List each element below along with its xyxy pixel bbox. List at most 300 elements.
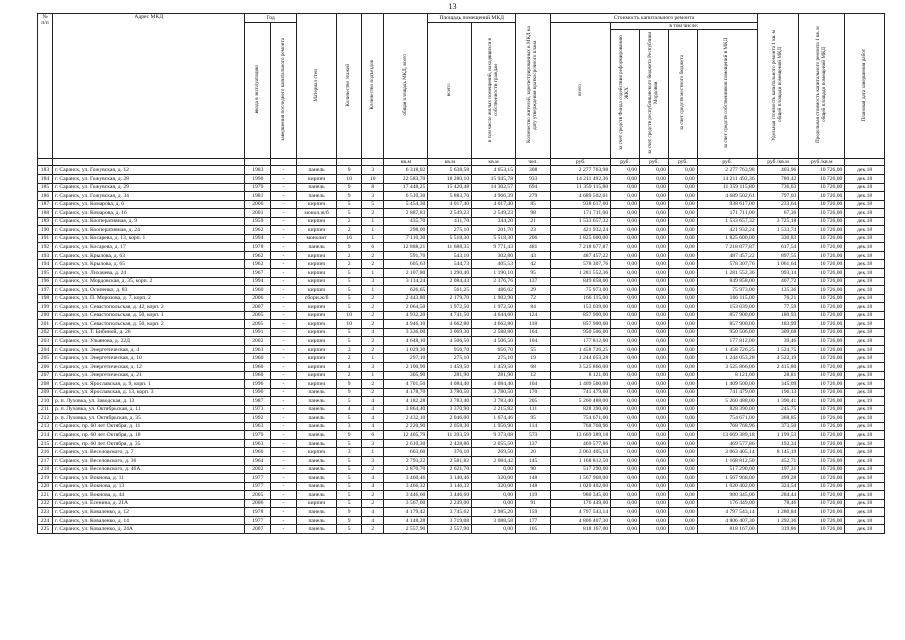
premises-citizens-area-cell: 275,10: [472, 354, 516, 363]
deadline-cell: дек.18: [845, 422, 885, 431]
cost-federal-cell: 0,00: [611, 345, 640, 354]
table-row: [38, 243, 885, 252]
cost-local-cell: 0,00: [668, 260, 697, 269]
deadline-cell: дек.18: [845, 516, 885, 525]
year-repair-cell: -: [271, 508, 297, 517]
entrances-cell: 2: [362, 465, 384, 474]
cost-owners-cell: 741 479,00: [697, 388, 757, 397]
floors-cell: 10: [337, 311, 362, 320]
residents-cell: 90: [516, 465, 551, 474]
year-repair-cell: -: [271, 380, 297, 389]
floors-cell: 5: [337, 414, 362, 423]
residents-cell: 573: [516, 431, 551, 440]
address-cell: г. Саранск, ул. Крылова, д. 65: [52, 260, 244, 269]
wall-material-cell: кирпич: [296, 354, 337, 363]
row-number-cell: 187: [38, 200, 53, 209]
floors-cell: 9: [337, 380, 362, 389]
wall-material-cell: панель: [296, 405, 337, 414]
cost-owners-cell: 171 711,00: [697, 209, 757, 218]
cost-local-cell: 0,00: [668, 457, 697, 466]
year-commission-cell: 1963: [245, 439, 271, 448]
entrances-cell: 4: [362, 405, 384, 414]
wall-material-cell: монолит: [296, 234, 337, 243]
row-number-cell: 184: [38, 174, 53, 183]
year-commission-cell: 2006: [245, 499, 271, 508]
max-cost-cell: 10 726,00: [799, 251, 845, 260]
wall-material-cell: панель: [296, 457, 337, 466]
year-repair-cell: -: [271, 277, 297, 286]
total-area-cell: 3 460,46: [384, 474, 428, 483]
cost-owners-cell: 5 260 488,00: [697, 397, 757, 406]
year-commission-cell: 1994: [245, 234, 271, 243]
cost-republic-cell: 0,00: [640, 217, 669, 226]
row-number-cell: 191: [38, 234, 53, 243]
cost-total-cell: 487 457,22: [551, 251, 611, 260]
deadline-cell: дек.18: [845, 234, 885, 243]
cost-local-cell: 0,00: [668, 516, 697, 525]
wall-material-cell: кирпич: [296, 448, 337, 457]
cost-local-cell: 0,00: [668, 277, 697, 286]
deadline-cell: дек.18: [845, 405, 885, 414]
year-commission-cell: 1979: [245, 431, 271, 440]
cost-local-cell: 0,00: [668, 525, 697, 534]
deadline-cell: дек.18: [845, 226, 885, 235]
max-cost-cell: 10 726,00: [799, 183, 845, 192]
unit-cost-cell: 4 522,19: [757, 354, 799, 363]
address-cell: г. Саранск, ул. Вокнова, д. 13: [52, 482, 244, 491]
entrances-cell: 4: [362, 482, 384, 491]
residents-cell: 19: [516, 354, 551, 363]
entrances-cell: 1: [362, 234, 384, 243]
cost-total-cell: 1 020 402,00: [551, 482, 611, 491]
cost-total-cell: 741 479,00: [551, 388, 611, 397]
cost-republic-cell: 0,00: [640, 226, 669, 235]
wall-material-cell: панель: [296, 439, 337, 448]
premises-area-cell: 2 179,70: [428, 294, 472, 303]
year-repair-cell: -: [271, 243, 297, 252]
wall-material-cell: монол.ж/б: [296, 209, 337, 218]
cost-local-cell: 0,00: [668, 431, 697, 440]
unit-cost-cell: 330,83: [757, 234, 799, 243]
cost-owners-cell: 3 063 405,14: [697, 448, 757, 457]
floors-cell: 5: [337, 268, 362, 277]
max-cost-cell: 10 726,00: [799, 303, 845, 312]
cost-republic-cell: 0,00: [640, 405, 669, 414]
premises-citizens-area-cell: 4 644,60: [472, 311, 516, 320]
cost-local-cell: 0,00: [668, 474, 697, 483]
total-area-cell: 6 510,30: [384, 192, 428, 201]
premises-citizens-area-cell: 2 588,80: [472, 328, 516, 337]
wall-material-cell: кирпич: [296, 337, 337, 346]
premises-area-cell: 2 058,30: [428, 422, 472, 431]
premises-citizens-area-cell: 3 088,58: [472, 516, 516, 525]
row-number-cell: 215: [38, 439, 53, 448]
cost-owners-cell: 4 806 407,30: [697, 516, 757, 525]
floors-cell: 5: [337, 277, 362, 286]
cost-total-cell: 517 290,00: [551, 465, 611, 474]
unit-cost-cell: 193,34: [757, 439, 799, 448]
header-unit-cost: Удельная стоимость капитального ремонта 1 кв. м общей площади помещений МКД: [771, 29, 783, 141]
cost-local-cell: 0,00: [668, 414, 697, 423]
cost-federal-cell: 0,00: [611, 337, 640, 346]
unit-cost-cell: 78,46: [757, 499, 799, 508]
unit-cost-cell: 233,64: [757, 200, 799, 209]
cost-republic-cell: 0,00: [640, 311, 669, 320]
premises-area-cell: 2 428,80: [428, 439, 472, 448]
wall-material-cell: панель: [296, 243, 337, 252]
unit-cost-cell: 76,21: [757, 294, 799, 303]
year-repair-cell: -: [271, 345, 297, 354]
max-cost-cell: 10 726,00: [799, 380, 845, 389]
row-number-cell: 223: [38, 508, 53, 517]
premises-citizens-area-cell: 4 653,15: [472, 166, 516, 175]
year-repair-cell: -: [271, 482, 297, 491]
wall-material-cell: кирпич: [296, 311, 337, 320]
residents-cell: 481: [516, 243, 551, 252]
cost-federal-cell: 0,00: [611, 465, 640, 474]
header-federal: за счет средств Фонда содействия реформированию ЖКХ: [618, 35, 631, 151]
entrances-cell: 2: [362, 303, 384, 312]
entrances-cell: 2: [362, 525, 384, 534]
cost-federal-cell: 0,00: [611, 516, 640, 525]
cost-republic-cell: 0,00: [640, 320, 669, 329]
row-number-cell: 224: [38, 516, 53, 525]
floors-cell: 5: [337, 200, 362, 209]
unit-sqm: кв.м: [384, 159, 428, 166]
premises-area-cell: 18 280,10: [428, 174, 472, 183]
premises-citizens-area-cell: 15 945,78: [472, 174, 516, 183]
header-cost: Стоимость капитального ремонта: [551, 14, 757, 23]
unit-cost-cell: 368,85: [757, 414, 799, 423]
table-row: [38, 371, 885, 380]
cost-total-cell: 176 449,00: [551, 499, 611, 508]
year-commission-cell: 1966: [245, 448, 271, 457]
cost-total-cell: 1 825 600,00: [551, 234, 611, 243]
wall-material-cell: панель: [296, 431, 337, 440]
wall-material-cell: панель: [296, 388, 337, 397]
unit-rub: руб.: [640, 159, 669, 166]
residents-cell: 95: [516, 268, 551, 277]
total-area-cell: 6 318,02: [384, 166, 428, 175]
unit-cost-cell: 617,54: [757, 243, 799, 252]
cost-owners-cell: 517 290,00: [697, 465, 757, 474]
unit-cost-cell: 3 725,18: [757, 217, 799, 226]
cost-local-cell: 0,00: [668, 397, 697, 406]
cost-owners-cell: 938 617,00: [697, 200, 757, 209]
cost-local-cell: 0,00: [668, 183, 697, 192]
row-number-cell: 203: [38, 337, 53, 346]
cost-owners-cell: 1 533 657,32: [697, 217, 757, 226]
cost-republic-cell: 0,00: [640, 174, 669, 183]
cost-local-cell: 0,00: [668, 362, 697, 371]
year-commission-cell: 1963: [245, 345, 271, 354]
unit-cost-cell: 196,13: [757, 388, 799, 397]
total-area-cell: 4 946,10: [384, 320, 428, 329]
year-commission-cell: 2005: [245, 491, 271, 500]
max-cost-cell: 10 726,00: [799, 431, 845, 440]
premises-area-cell: 1 459,50: [428, 362, 472, 371]
residents-cell: 159: [516, 508, 551, 517]
table-row: [38, 209, 885, 218]
table-row: [38, 234, 885, 243]
row-number-cell: 218: [38, 465, 53, 474]
table-row: [38, 277, 885, 286]
unit-rub-sqm: руб./кв.м: [799, 159, 845, 166]
year-commission-cell: 1960: [245, 362, 271, 371]
unit-cost-cell: 403,96: [757, 166, 799, 175]
cost-federal-cell: 0,00: [611, 320, 640, 329]
row-number-cell: 198: [38, 294, 53, 303]
premises-area-cell: 561,25: [428, 286, 472, 295]
floors-cell: 5: [337, 465, 362, 474]
cost-total-cell: 3 525 866,00: [551, 362, 611, 371]
total-area-cell: 4 932,20: [384, 311, 428, 320]
year-repair-cell: -: [271, 516, 297, 525]
cost-owners-cell: 578 307,76: [697, 260, 757, 269]
cost-local-cell: 0,00: [668, 217, 697, 226]
address-cell: г. Саранск, ул. Комарова, д. 16: [52, 209, 244, 218]
deadline-cell: дек.18: [845, 286, 885, 295]
cost-total-cell: 177 812,00: [551, 337, 611, 346]
max-cost-cell: 10 726,00: [799, 474, 845, 483]
year-commission-cell: 2005: [245, 311, 271, 320]
table-row: [38, 200, 885, 209]
max-cost-cell: 10 726,00: [799, 166, 845, 175]
year-commission-cell: 1990: [245, 388, 271, 397]
unit-cost-cell: 797,03: [757, 192, 799, 201]
deadline-cell: дек.18: [845, 431, 885, 440]
year-commission-cell: 1960: [245, 354, 271, 363]
max-cost-cell: 10 726,00: [799, 277, 845, 286]
unit-cost-cell: 67,36: [757, 209, 799, 218]
total-area-cell: 3 336,00: [384, 328, 428, 337]
cost-total-cell: 11 359 115,80: [551, 183, 611, 192]
cost-local-cell: 0,00: [668, 268, 697, 277]
residents-cell: 137: [516, 439, 551, 448]
premises-citizens-area-cell: 1 972,50: [472, 303, 516, 312]
cost-federal-cell: 0,00: [611, 388, 640, 397]
cost-local-cell: 0,00: [668, 465, 697, 474]
cost-federal-cell: 0,00: [611, 362, 640, 371]
year-repair-cell: -: [271, 260, 297, 269]
entrances-cell: 3: [362, 192, 384, 201]
header-address: Адрес МКД: [52, 14, 244, 159]
deadline-cell: дек.18: [845, 200, 885, 209]
cost-republic-cell: 0,00: [640, 380, 669, 389]
entrances-cell: 8: [362, 183, 384, 192]
table-row: [38, 388, 885, 397]
cost-total-cell: 938 617,00: [551, 200, 611, 209]
cost-owners-cell: 1 458 726,25: [697, 345, 757, 354]
year-repair-cell: -: [271, 499, 297, 508]
row-number-cell: 225: [38, 525, 53, 534]
cost-local-cell: 0,00: [668, 388, 697, 397]
premises-citizens-area-cell: 1 459,50: [472, 362, 516, 371]
cost-federal-cell: 0,00: [611, 192, 640, 201]
wall-material-cell: панель: [296, 414, 337, 423]
cost-total-cell: 469 577,86: [551, 439, 611, 448]
cost-owners-cell: 857 900,00: [697, 320, 757, 329]
cost-federal-cell: 0,00: [611, 251, 640, 260]
year-commission-cell: 2007: [245, 303, 271, 312]
total-area-cell: 4 178,70: [384, 388, 428, 397]
entrances-cell: 4: [362, 516, 384, 525]
cost-owners-cell: 1 281 552,36: [697, 268, 757, 277]
year-repair-cell: -: [271, 362, 297, 371]
cost-republic-cell: 0,00: [640, 328, 669, 337]
residents-cell: 29: [516, 286, 551, 295]
wall-material-cell: панель: [296, 192, 337, 201]
year-repair-cell: -: [271, 414, 297, 423]
cost-federal-cell: 0,00: [611, 371, 640, 380]
premises-citizens-area-cell: 405,53: [472, 260, 516, 269]
max-cost-cell: 10 726,00: [799, 320, 845, 329]
deadline-cell: дек.18: [845, 380, 885, 389]
cost-owners-cell: 469 577,86: [697, 439, 757, 448]
cost-owners-cell: 2 277 763,98: [697, 166, 757, 175]
unit-cost-cell: 77,59: [757, 303, 799, 312]
cost-federal-cell: 0,00: [611, 499, 640, 508]
cost-local-cell: 0,00: [668, 337, 697, 346]
premises-citizens-area-cell: 2 549,23: [472, 209, 516, 218]
cost-owners-cell: 176 449,00: [697, 499, 757, 508]
max-cost-cell: 10 726,00: [799, 192, 845, 201]
floors-cell: 5: [337, 328, 362, 337]
cost-republic-cell: 0,00: [640, 482, 669, 491]
max-cost-cell: 10 726,00: [799, 439, 845, 448]
wall-material-cell: панель: [296, 491, 337, 500]
residents-cell: 148: [516, 482, 551, 491]
year-repair-cell: -: [271, 286, 297, 295]
address-cell: г. Саранск, ул. Коваленко, д. 24А: [52, 525, 244, 534]
entrances-cell: 3: [362, 277, 384, 286]
cost-republic-cell: 0,00: [640, 183, 669, 192]
total-area-cell: 305,90: [384, 371, 428, 380]
residents-cell: 42: [516, 260, 551, 269]
entrances-cell: 2: [362, 380, 384, 389]
row-number-cell: 201: [38, 320, 53, 329]
floors-cell: 5: [337, 397, 362, 406]
unit-cost-cell: 135,36: [757, 286, 799, 295]
residents-cell: 177: [516, 516, 551, 525]
unit-cost-cell: 1 533,74: [757, 226, 799, 235]
year-repair-cell: -: [271, 226, 297, 235]
cost-total-cell: 1 281 552,36: [551, 268, 611, 277]
unit-rub: руб.: [697, 159, 757, 166]
premises-area-cell: 4 506,50: [428, 337, 472, 346]
cost-total-cell: 421 932,24: [551, 226, 611, 235]
table-row: [38, 286, 885, 295]
residents-cell: 279: [516, 192, 551, 201]
cost-owners-cell: 4 689 502,61: [697, 192, 757, 201]
max-cost-cell: 10 726,00: [799, 294, 845, 303]
cost-total-cell: 13 669 389,18: [551, 431, 611, 440]
year-repair-cell: -: [271, 465, 297, 474]
max-cost-cell: 10 726,00: [799, 217, 845, 226]
unit-cost-cell: 1 524,75: [757, 345, 799, 354]
address-cell: р. п. Луховка, ул. Октябрьская, д. 35: [52, 414, 244, 423]
entrances-cell: 6: [362, 431, 384, 440]
table-row: [38, 474, 885, 483]
residents-cell: 55: [516, 345, 551, 354]
cost-total-cell: 1 458 726,25: [551, 345, 611, 354]
residents-cell: 105: [516, 525, 551, 534]
header-num: № п/п: [38, 14, 53, 159]
premises-citizens-area-cell: 0,00: [472, 491, 516, 500]
cost-republic-cell: 0,00: [640, 268, 669, 277]
cost-republic-cell: 0,00: [640, 474, 669, 483]
floors-cell: 5: [337, 294, 362, 303]
cost-republic-cell: 0,00: [640, 192, 669, 201]
total-area-cell: 298,00: [384, 226, 428, 235]
wall-material-cell: кирпич: [296, 286, 337, 295]
cost-federal-cell: 0,00: [611, 166, 640, 175]
year-repair-cell: -: [271, 525, 297, 534]
table-row: [38, 337, 885, 346]
total-area-cell: 4 148,28: [384, 516, 428, 525]
cost-total-cell: 171 711,00: [551, 209, 611, 218]
year-repair-cell: -: [271, 311, 297, 320]
premises-citizens-area-cell: 9 771,43: [472, 243, 516, 252]
row-number-cell: 190: [38, 226, 53, 235]
year-commission-cell: 1973: [245, 405, 271, 414]
wall-material-cell: панель: [296, 422, 337, 431]
year-repair-cell: -: [271, 431, 297, 440]
floors-cell: 9: [337, 243, 362, 252]
cost-local-cell: 0,00: [668, 320, 697, 329]
address-cell: г. Саранск, ул. Коваленко, д. 14: [52, 516, 244, 525]
year-repair-cell: -: [271, 303, 297, 312]
total-area-cell: 2 432,10: [384, 414, 428, 423]
cost-total-cell: 75 973,00: [551, 286, 611, 295]
wall-material-cell: кирпич: [296, 226, 337, 235]
year-commission-cell: 1964: [245, 457, 271, 466]
floors-cell: 5: [337, 209, 362, 218]
premises-citizens-area-cell: 3 780,50: [472, 388, 516, 397]
total-area-cell: 2 887,83: [384, 209, 428, 218]
unit-rub-sqm: руб./кв.м: [757, 159, 799, 166]
entrances-cell: 2: [362, 337, 384, 346]
unit-sqm: кв.м: [472, 159, 516, 166]
residents-cell: 118: [516, 320, 551, 329]
address-cell: г. Саранск, пр. 60 лет Октября, д. 35: [52, 439, 244, 448]
unit-cost-cell: 309,68: [757, 328, 799, 337]
row-number-cell: 197: [38, 286, 53, 295]
header-entrances: Количество подъездов: [368, 60, 375, 110]
year-commission-cell: 2006: [245, 294, 271, 303]
table-row: [38, 362, 885, 371]
cost-local-cell: 0,00: [668, 209, 697, 218]
unit-cost-cell: 345,09: [757, 380, 799, 389]
residents-cell: 21: [516, 217, 551, 226]
wall-material-cell: кирпич: [296, 260, 337, 269]
cost-owners-cell: 857 900,00: [697, 311, 757, 320]
cost-federal-cell: 0,00: [611, 217, 640, 226]
cost-local-cell: 0,00: [668, 380, 697, 389]
deadline-cell: дек.18: [845, 260, 885, 269]
cost-republic-cell: 0,00: [640, 388, 669, 397]
cost-total-cell: 857 900,00: [551, 311, 611, 320]
table-row: [38, 491, 885, 500]
address-cell: г. Саранск, ул. Севастопольская, д. 42, корп. 2: [52, 303, 244, 312]
address-cell: г. Саранск, ул. Ульянова, д. 22Д: [52, 337, 244, 346]
table-row: [38, 328, 885, 337]
cost-republic-cell: 0,00: [640, 209, 669, 218]
floors-cell: 5: [337, 337, 362, 346]
cost-federal-cell: 0,00: [611, 448, 640, 457]
table-row: [38, 260, 885, 269]
cost-owners-cell: 487 457,22: [697, 251, 757, 260]
